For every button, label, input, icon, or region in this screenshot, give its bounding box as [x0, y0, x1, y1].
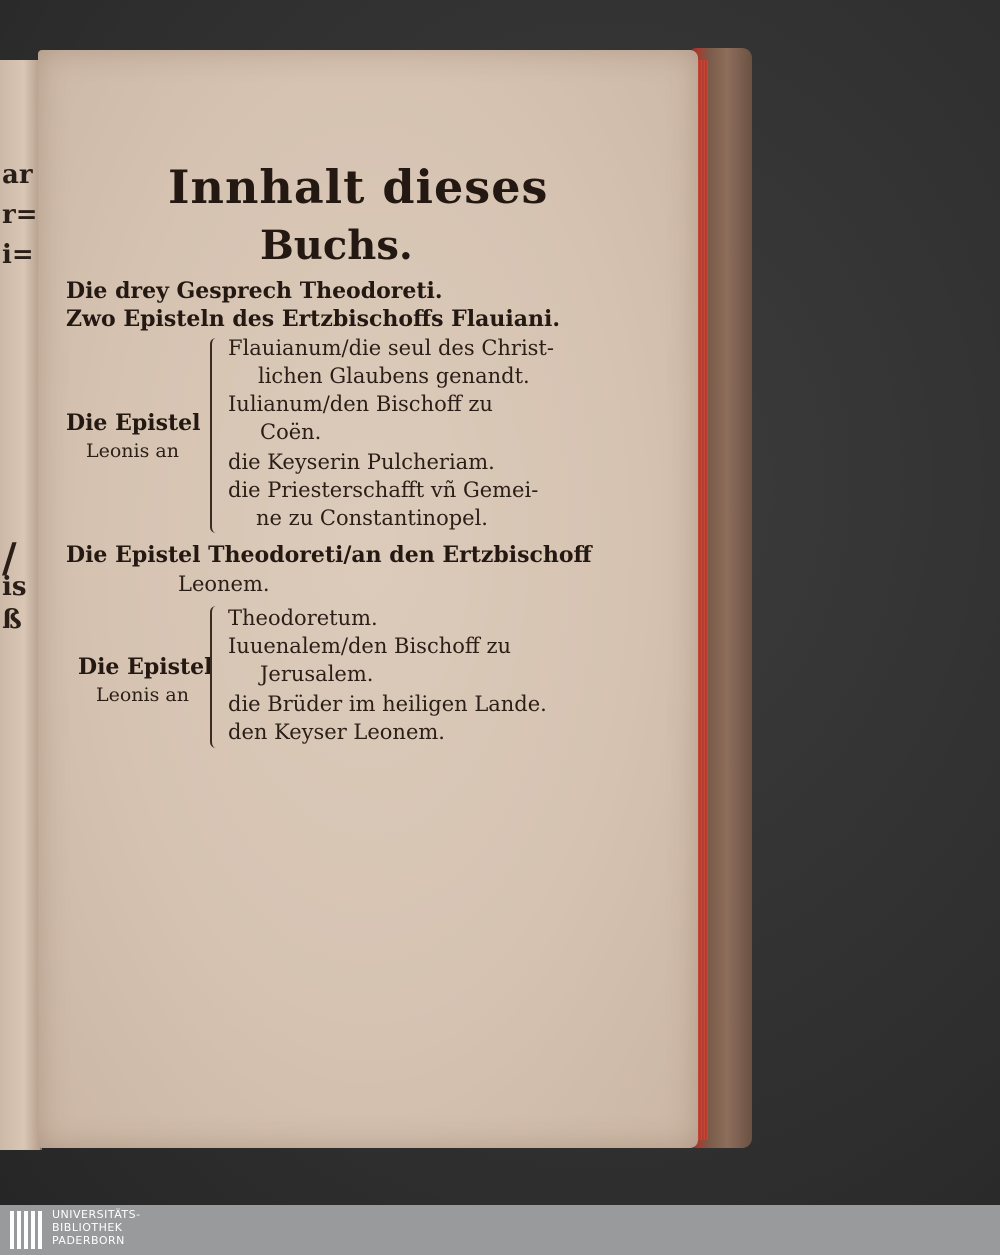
left-facing-page [0, 60, 42, 1150]
library-name-line: PADERBORN [52, 1234, 125, 1247]
book-page [38, 50, 698, 1148]
list-item: den Keyser Leonem. [228, 720, 445, 744]
list-item: die Keyserin Pulcheriam. [228, 450, 495, 474]
left-page-fragment: ar [2, 160, 33, 190]
library-footer [0, 1205, 1000, 1255]
list-item: lichen Glaubens genandt. [258, 364, 530, 388]
page-subtitle: Buchs. [260, 222, 413, 269]
page-title: Innhalt dieses [168, 160, 549, 214]
group-label: Die Epistel [66, 410, 201, 436]
list-item: Jerusalem. [260, 662, 374, 686]
list-item: Coën. [260, 420, 322, 444]
group-label: Leonis an [96, 684, 189, 706]
library-logo-icon [8, 1209, 44, 1251]
list-item: Flauianum/die seul des Christ- [228, 336, 554, 360]
list-item: Theodoretum. [228, 606, 378, 630]
list-item: ne zu Constantinopel. [256, 506, 488, 530]
left-page-fragment: ß [2, 605, 22, 635]
group-label: Die Epistel [78, 654, 213, 680]
entry-line: Die Epistel Theodoreti/an den Ertzbischoff [66, 542, 592, 568]
library-name-line: BIBLIOTHEK [52, 1221, 123, 1234]
left-page-fragment: is [2, 572, 27, 602]
entry-line: Leonem. [178, 572, 270, 596]
left-page-fragment: i= [2, 240, 34, 270]
library-name [52, 1208, 141, 1247]
list-item: die Priesterschafft vñ Gemei- [228, 478, 539, 502]
group-label: Leonis an [86, 440, 179, 462]
list-item: Iulianum/den Bischoff zu [228, 392, 493, 416]
left-page-fragment: r= [2, 200, 38, 230]
list-item: die Brüder im heiligen Lande. [228, 692, 547, 716]
entry-line: Die drey Gesprech Theodoreti. [66, 278, 443, 304]
entry-line: Zwo Episteln des Ertzbischoffs Flauiani. [66, 306, 560, 332]
brace-bracket [210, 338, 222, 533]
list-item: Iuuenalem/den Bischoff zu [228, 634, 512, 658]
left-page-fragment: / [2, 535, 17, 582]
brace-bracket [210, 606, 222, 748]
library-name-line: UNIVERSITÄTS- [52, 1208, 141, 1221]
